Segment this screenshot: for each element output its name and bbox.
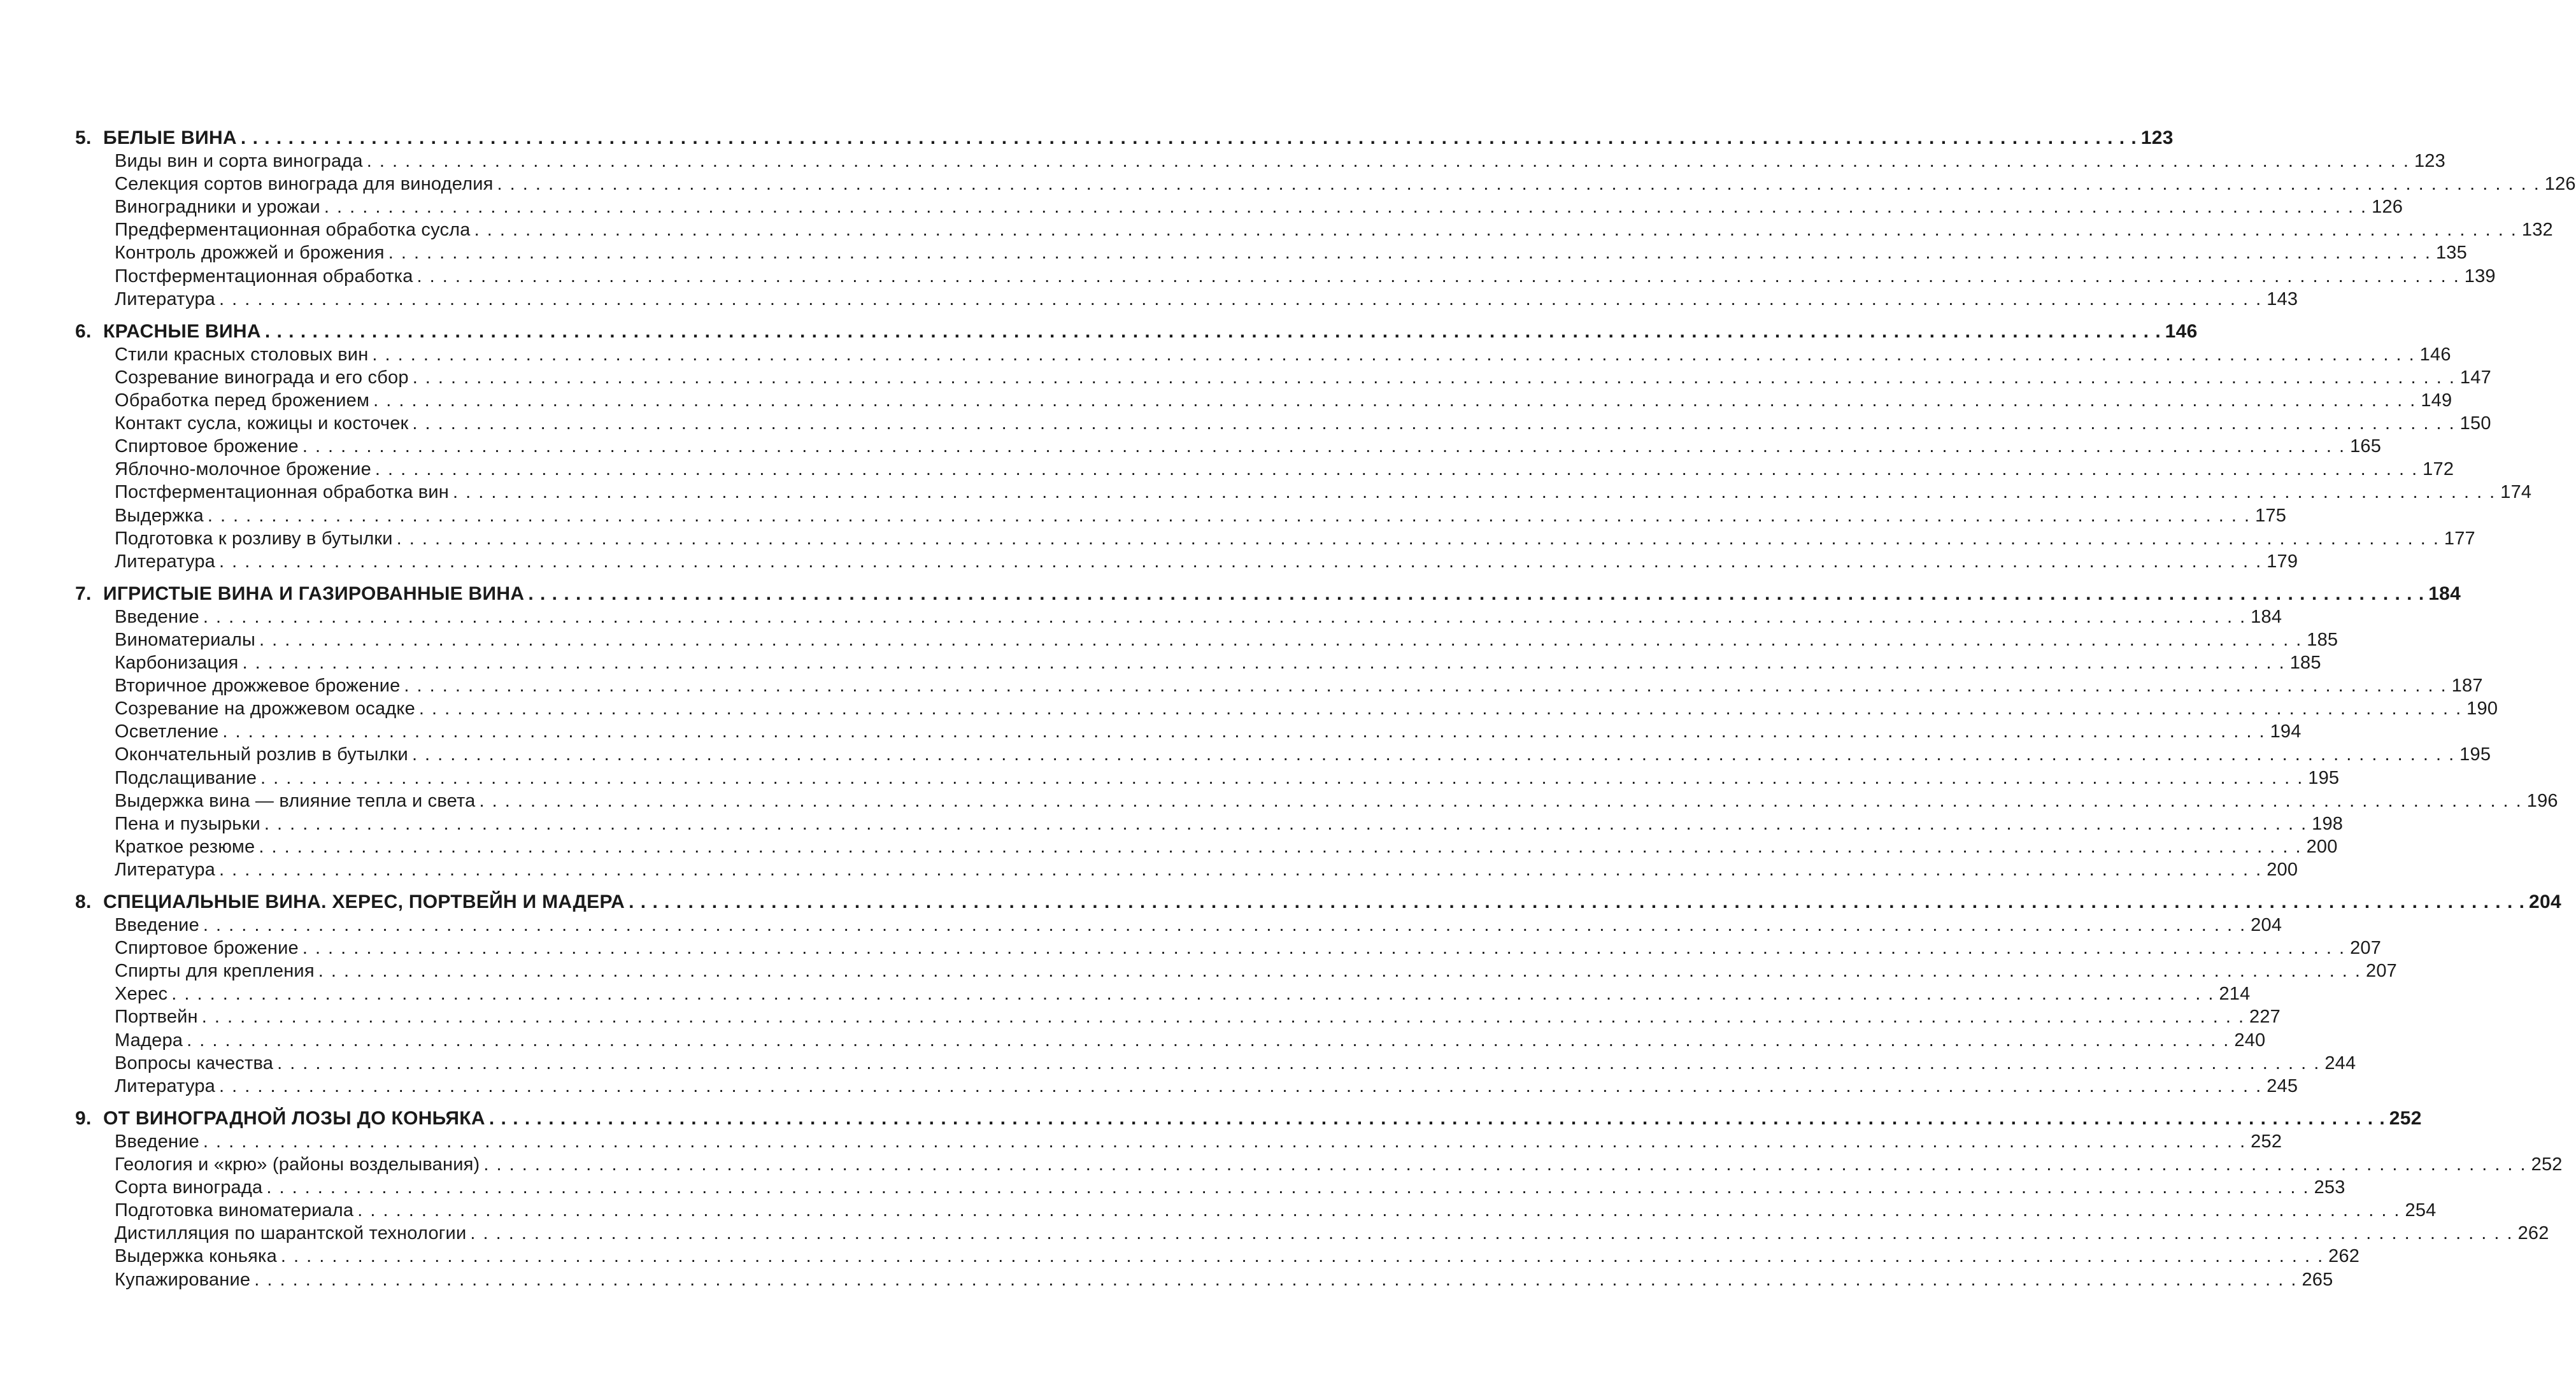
entry-title: Стили красных столовых вин [115,344,369,365]
entry-title: Выдержка [115,505,204,526]
chapter-title: БЕЛЫЕ ВИНА [103,127,237,148]
dot-leader: . . . . . . . . . . . . . . . . . . . . . . . . . . . . . . . . . . . . . . . . . . . . . . . . . . . . . . . . . . . . . . . . . . . . . . . . . . . . . . . . . . . . . . . . . . . . . . . . . . . . . . . . . . . . . . . . . . . . . . . . . . . . . . . . . . . . . . . . . . . . . . . . . . . . . . . . . . . . . . . . [203,606,2247,627]
entry-page-number: 262 [2517,1223,2549,1244]
dot-leader: . . . . . . . . . . . . . . . . . . . . . . . . . . . . . . . . . . . . . . . . . . . . . . . . . . . . . . . . . . . . . . . . . . . . . . . . . . . . . . . . . . . . . . . . . . . . . . . . . . . . . . . . . . . . . . . . . . . . . . . . . . . . . . . . . . . . . . . . . . . . . . . . . . . . . . . . . . . . . . . . [416,266,2460,287]
entry-title: Спирты для крепления [115,961,315,982]
toc-chapter [75,320,2532,573]
dot-leader: . . . . . . . . . . . . . . . . . . . . . . . . . . . . . . . . . . . . . . . . . . . . . . . . . . . . . . . . . . . . . . . . . . . . . . . . . . . . . . . . . . . . . . . . . . . . . . . . . . . . . . . . . . . . . . . . . . . . . . . . . . . . . . . . . . . . . . . . . . . . . . . . . . . . . . . . . . . . . . . . [418,698,2463,719]
entry-title: Спиртовое брожение [115,938,299,959]
entry-title: Постферментационная обработка вин [115,482,450,503]
entry-page-number: 126 [2372,197,2403,218]
toc-entry[interactable] [75,790,2558,812]
dot-leader: . . . . . . . . . . . . . . . . . . . . . . . . . . . . . . . . . . . . . . . . . . . . . . . . . . . . . . . . . . . . . . . . . . . . . . . . . . . . . . . . . . . . . . . . . . . . . . . . . . . . . . . . . . . . . . . . . . . . . . . . . . . . . . . . . . . . . . . . . . . . . . . . . . . . . . . . . . . . . . . . [497,174,2540,195]
toc-entry[interactable] [75,343,2451,366]
entry-page-number: 135 [2435,243,2467,264]
entry-page-number: 147 [2459,367,2491,388]
toc-entry[interactable] [75,150,2445,173]
dot-leader: . . . . . . . . . . . . . . . . . . . . . . . . . . . . . . . . . . . . . . . . . . . . . . . . . . . . . . . . . . . . . . . . . . . . . . . . . . . . . . . . . . . . . . . . . . . . . . . . . . . . . . . . . . . . . . . . . . . . . . . . . . . . . . . . . . . . . . . . . . . . . . . . . . . . . . . . . . . . . . . . [373,390,2417,411]
dot-leader: . . . . . . . . . . . . . . . . . . . . . . . . . . . . . . . . . . . . . . . . . . . . . . . . . . . . . . . . . . . . . . . . . . . . . . . . . . . . . . . . . . . . . . . . . . . . . . . . . . . . . . . . . . . . . . . . . . . . . . . . . . . . . . . . . . . . . . . . . . . . . . . . . . . . . . . . . . . . . . . . [357,1200,2401,1221]
chapter-page-number: 252 [2389,1107,2422,1129]
entry-title: Выдержка вина — влияние тепла и света [115,790,476,811]
toc-chapter [75,127,2576,311]
entry-title: Созревание винограда и его сбор [115,367,409,388]
entry-page-number: 184 [2251,606,2282,627]
entry-title: Введение [115,1131,199,1152]
dot-leader: . . . . . . . . . . . . . . . . . . . . . . . . . . . . . . . . . . . . . . . . . . . . . . . . . . . . . . . . . . . . . . . . . . . . . . . . . . . . . . . . . . . . . . . . . . . . . . . . . . . . . . . . . . . . . . . . . . . . . . . . . . . . . . . . . . . . . . . . . . . . . . . . . . . . . . . . . . . . . . . . [187,1030,2230,1051]
entry-title: Литература [115,288,215,309]
toc-entry[interactable] [75,1075,2298,1098]
toc-entry[interactable] [75,1153,2563,1176]
toc-entry[interactable] [75,835,2338,858]
entry-title: Вторичное дрожжевое брожение [115,676,401,697]
dot-leader: . . . . . . . . . . . . . . . . . . . . . . . . . . . . . . . . . . . . . . . . . . . . . . . . . . . . . . . . . . . . . . . . . . . . . . . . . . . . . . . . . . . . . . . . . . . . . . . . . . . . . . . . . . . . . . . . . . . . . . . . . . . . . . . . . . . . . . . . . . . . . . . . . . . . . . . . . . . . . . . . [366,151,2410,172]
entry-title: Обработка перед брожением [115,390,370,411]
toc-entry[interactable] [75,458,2454,481]
entry-page-number: 123 [2414,151,2445,172]
dot-leader: . . . . . . . . . . . . . . . . . . . . . . . . . . . . . . . . . . . . . . . . . . . . . . . . . . . . . . . . . . . . . . . . . . . . . . . . . . . . . . . . . . . . . . . . . . . . . . . . . . . . . . . . . . . . . . . . . . . . . . . . . . . . . . . . . . . . . . . . . . . . . . . . . . . . . . . . . . . . . . . . [474,220,2517,241]
dot-leader: . . . . . . . . . . . . . . . . . . . . . . . . . . . . . . . . . . . . . . . . . . . . . . . . . . . . . . . . . . . . . . . . . . . . . . . . . . . . . . . . . . . . . . . . . . . . . . . . . . . . . . . . . . . . . . . . . . . . . . . . . . . . . . . . . . . . . . . . . . . . . . . . . . . . . . . . . . . . . . . . [207,505,2251,526]
entry-title: Контакт сусла, кожицы и косточек [115,413,409,434]
dot-leader: . . . . . . . . . . . . . . . . . . . . . . . . . . . . . . . . . . . . . . . . . . . . . . . . . . . . . . . . . . . . . . . . . . . . . . . . . . . . . . . . . . . . . . . . . . . . . . . . . . . . . . . . . . . . . . . . . . . . . . . . . . . . . . . . . . . . . . . . . . . . . . . . . . . . . . . . . . . . . . . . [201,1007,2245,1028]
entry-title: Введение [115,606,199,627]
toc-entry[interactable] [75,435,2382,458]
entry-title: Купажирование [115,1269,251,1290]
entry-page-number: 139 [2464,266,2496,287]
dot-leader: . . . . . . . . . . . . . . . . . . . . . . . . . . . . . . . . . . . . . . . . . . . . . . . . . . . . . . . . . . . . . . . . . . . . . . . . . . . . . . . . . . . . . . . . . . . . . . . . . . . . . . . . . . . . . . . . . . . . . . . . . . . . . . . . . . . . . . . . . . . . . . . . . . . . . . . . . . . . . . . . [222,721,2266,742]
entry-title: Контроль дрожжей и брожения [115,243,385,264]
entry-page-number: 179 [2266,551,2298,572]
chapter-number: 9. [75,1107,92,1129]
entry-page-number: 165 [2350,436,2382,457]
dot-leader: . . . . . . . . . . . . . . . . . . . . . . . . . . . . . . . . . . . . . . . . . . . . . . . . . . . . . . . . . . . . . . . . . . . . . . . . . . . . . . . . . . . . . . . . . . . . . . . . . . . . . . . . . . . . . . . . . . . . . . . . . . . . . . . . . . . . . . . . . . . . . . . . . . . . . . . . . . . . . . . . [277,1052,2321,1073]
entry-title: Спиртовое брожение [115,436,299,457]
toc-entry[interactable] [75,651,2321,674]
dot-leader: . . . . . . . . . . . . . . . . . . . . . . . . . . . . . . . . . . . . . . . . . . . . . . . . . . . . . . . . . . . . . . . . . . . . . . . . . . . . . . . . . . . . . . . . . . . . . . . . . . . . . . . . . . . . . . . . . . . . . . . . . . . . . . . . . . . . . . . . . . . . . . . . . . . . . . . . . . . . . . . . [488,1107,2386,1129]
entry-page-number: 252 [2251,1131,2282,1152]
toc-entry[interactable] [75,265,2496,288]
entry-title: Подслащивание [115,767,257,788]
toc-entry[interactable] [75,743,2491,766]
toc-entry[interactable] [75,1268,2333,1291]
dot-leader: . . . . . . . . . . . . . . . . . . . . . . . . . . . . . . . . . . . . . . . . . . . . . . . . . . . . . . . . . . . . . . . . . . . . . . . . . . . . . . . . . . . . . . . . . . . . . . . . . . . . . . . . . . . . . . . . . . . . . . . . . . . . . . . . . . . . . . . . . . . . . . . . . . . . . . . . . . . . . . . . [412,367,2456,388]
toc-entry[interactable] [75,812,2344,835]
entry-page-number: 185 [2289,653,2321,674]
toc-entry[interactable] [75,628,2338,651]
entry-page-number: 190 [2466,698,2498,719]
dot-leader: . . . . . . . . . . . . . . . . . . . . . . . . . . . . . . . . . . . . . . . . . . . . . . . . . . . . . . . . . . . . . . . . . . . . . . . . . . . . . . . . . . . . . . . . . . . . . . . . . . . . . . . . . . . . . . . . . . . . . . . . . . . . . . . . . . . . . . . . . . . . . . . . . . . . . . . . . . . . . . . . [218,551,2263,572]
chapter-number: 5. [75,127,92,148]
entry-page-number: 175 [2255,505,2287,526]
entry-page-number: 195 [2459,744,2491,765]
toc-entry[interactable] [75,241,2467,264]
toc-entry[interactable] [75,1029,2266,1052]
toc-entry[interactable] [75,767,2340,790]
entry-title: Херес [115,984,168,1005]
entry-title: Созревание на дрожжевом осадке [115,698,415,719]
chapter-heading[interactable] [75,891,2561,914]
entry-page-number: 265 [2302,1269,2333,1290]
chapter-heading[interactable] [75,1107,2422,1130]
toc-entry[interactable] [75,858,2298,881]
toc-entry[interactable] [75,960,2397,982]
toc-entry[interactable] [75,412,2491,435]
entry-title: Виды вин и сорта винограда [115,151,363,172]
dot-leader: . . . . . . . . . . . . . . . . . . . . . . . . . . . . . . . . . . . . . . . . . . . . . . . . . . . . . . . . . . . . . . . . . . . . . . . . . . . . . . . . . . . . . . . . . . . . . . . . . . . . . . . . . . . . . . . . . . . . . . . . . . . . . . . . . . . . . . . . . . . . . . . . . . . . . . . . . . . . . . . . [218,859,2263,880]
entry-page-number: 240 [2234,1030,2266,1051]
toc-entry[interactable] [75,218,2553,241]
entry-page-number: 262 [2328,1246,2360,1267]
entry-page-number: 132 [2521,220,2553,241]
toc-entry[interactable] [75,720,2302,743]
dot-leader: . . . . . . . . . . . . . . . . . . . . . . . . . . . . . . . . . . . . . . . . . . . . . . . . . . . . . . . . . . . . . . . . . . . . . . . . . . . . . . . . . . . . . . . . . . . . . . . . . . . . . . . . . . . . . . . . . . . . . . . . . . . . . . . . . . . . . . . . . . . . . . . . . . . . . . . . . . . . . . . . [324,197,2368,218]
entry-title: Литература [115,1075,215,1096]
entry-title: Подготовка к розливу в бутылки [115,528,393,549]
dot-leader: . . . . . . . . . . . . . . . . . . . . . . . . . . . . . . . . . . . . . . . . . . . . . . . . . . . . . . . . . . . . . . . . . . . . . . . . . . . . . . . . . . . . . . . . . . . . . . . . . . . . . . . . . . . . . . . . . . . . . . . . . . . . . . . . . . . . . . . . . . . . . . . . . . . . . . . . . . . . . . . . [412,413,2456,434]
entry-page-number: 252 [2531,1154,2563,1175]
chapter-number: 7. [75,583,92,604]
chapter-number: 8. [75,891,92,912]
toc-entry[interactable] [75,1052,2356,1075]
entry-page-number: 200 [2306,836,2338,857]
chapter-heading[interactable] [75,127,2174,150]
entry-title: Литература [115,859,215,880]
entry-page-number: 244 [2324,1052,2356,1073]
toc-entry[interactable] [75,937,2382,960]
entry-page-number: 196 [2526,790,2558,811]
chapter-heading[interactable] [75,320,2198,343]
chapter-page-number: 184 [2428,583,2461,604]
dot-leader: . . . . . . . . . . . . . . . . . . . . . . . . . . . . . . . . . . . . . . . . . . . . . . . . . . . . . . . . . . . . . . . . . . . . . . . . . . . . . . . . . . . . . . . . . . . . . . . . . . . . . . . . . . . . . . . . . . . . . . . . . . . . . . . . . . . . . . . . . . . . . . . . . . . . . . . . . . . . . . . . [264,320,2161,342]
dot-leader: . . . . . . . . . . . . . . . . . . . . . . . . . . . . . . . . . . . . . . . . . . . . . . . . . . . . . . . . . . . . . . . . . . . . . . . . . . . . . . . . . . . . . . . . . . . . . . . . . . . . . . . . . . . . . . . . . . . . . . . . . . . . . . . . . . . . . . . . . . . . . . . . . . . . . . . . . . . . . . . . [388,243,2431,264]
entry-title: Геология и «крю» (районы возделывания) [115,1154,480,1175]
toc-entry[interactable] [75,550,2298,573]
dot-leader: . . . . . . . . . . . . . . . . . . . . . . . . . . . . . . . . . . . . . . . . . . . . . . . . . . . . . . . . . . . . . . . . . . . . . . . . . . . . . . . . . . . . . . . . . . . . . . . . . . . . . . . . . . . . . . . . . . . . . . . . . . . . . . . . . . . . . . . . . . . . . . . . . . . . . . . . . . . . . . . . [218,1075,2263,1096]
toc-entry[interactable] [75,1222,2549,1245]
dot-leader: . . . . . . . . . . . . . . . . . . . . . . . . . . . . . . . . . . . . . . . . . . . . . . . . . . . . . . . . . . . . . . . . . . . . . . . . . . . . . . . . . . . . . . . . . . . . . . . . . . . . . . . . . . . . . . . . . . . . . . . . . . . . . . . . . . . . . . . . . . . . . . . . . . . . . . . . . . . . . . . . [203,915,2247,936]
toc-entry[interactable] [75,1005,2281,1028]
dot-leader: . . . . . . . . . . . . . . . . . . . . . . . . . . . . . . . . . . . . . . . . . . . . . . . . . . . . . . . . . . . . . . . . . . . . . . . . . . . . . . . . . . . . . . . . . . . . . . . . . . . . . . . . . . . . . . . . . . . . . . . . . . . . . . . . . . . . . . . . . . . . . . . . . . . . . . . . . . . . . . . . [260,767,2304,788]
entry-page-number: 146 [2419,344,2451,365]
dot-leader: . . . . . . . . . . . . . . . . . . . . . . . . . . . . . . . . . . . . . . . . . . . . . . . . . . . . . . . . . . . . . . . . . . . . . . . . . . . . . . . . . . . . . . . . . . . . . . . . . . . . . . . . . . . . . . . . . . . . . . . . . . . . . . . . . . . . . . . . . . . . . . . . . . . . . . . . . . . . . . . . [302,938,2346,959]
table-of-contents [75,127,2576,1301]
dot-leader: . . . . . . . . . . . . . . . . . . . . . . . . . . . . . . . . . . . . . . . . . . . . . . . . . . . . . . . . . . . . . . . . . . . . . . . . . . . . . . . . . . . . . . . . . . . . . . . . . . . . . . . . . . . . . . . . . . . . . . . . . . . . . . . . . . . . . . . . . . . . . . . . . . . . . . . . . . . . . . . . [259,629,2303,650]
toc-entry[interactable] [75,481,2532,504]
chapter-page-number: 204 [2528,891,2561,912]
toc-entry[interactable] [75,982,2251,1005]
toc-chapter [75,1107,2563,1291]
toc-entry[interactable] [75,1176,2345,1199]
toc-entry[interactable] [75,504,2287,527]
entry-title: Предферментационная обработка сусла [115,220,471,241]
entry-page-number: 207 [2350,938,2382,959]
dot-leader: . . . . . . . . . . . . . . . . . . . . . . . . . . . . . . . . . . . . . . . . . . . . . . . . . . . . . . . . . . . . . . . . . . . . . . . . . . . . . . . . . . . . . . . . . . . . . . . . . . . . . . . . . . . . . . . . . . . . . . . . . . . . . . . . . . . . . . . . . . . . . . . . . . . . . . . . . . . . . . . . [470,1223,2514,1244]
entry-page-number: 143 [2266,288,2298,309]
dot-leader: . . . . . . . . . . . . . . . . . . . . . . . . . . . . . . . . . . . . . . . . . . . . . . . . . . . . . . . . . . . . . . . . . . . . . . . . . . . . . . . . . . . . . . . . . . . . . . . . . . . . . . . . . . . . . . . . . . . . . . . . . . . . . . . . . . . . . . . . . . . . . . . . . . . . . . . . . . . . . . . . [483,1154,2527,1175]
entry-page-number: 126 [2544,174,2576,195]
entry-page-number: 253 [2314,1177,2345,1198]
entry-page-number: 198 [2312,813,2344,834]
entry-page-number: 254 [2405,1200,2437,1221]
chapter-title: ОТ ВИНОГРАДНОЙ ЛОЗЫ ДО КОНЬЯКА [103,1107,485,1129]
entry-title: Яблочно-молочное брожение [115,459,371,480]
entry-title: Выдержка коньяка [115,1246,277,1267]
dot-leader: . . . . . . . . . . . . . . . . . . . . . . . . . . . . . . . . . . . . . . . . . . . . . . . . . . . . . . . . . . . . . . . . . . . . . . . . . . . . . . . . . . . . . . . . . . . . . . . . . . . . . . . . . . . . . . . . . . . . . . . . . . . . . . . . . . . . . . . . . . . . . . . . . . . . . . . . . . . . . . . . [280,1246,2324,1267]
entry-title: Окончательный розлив в бутылки [115,744,408,765]
entry-title: Виноматериалы [115,629,256,650]
toc-entry[interactable] [75,288,2298,311]
dot-leader: . . . . . . . . . . . . . . . . . . . . . . . . . . . . . . . . . . . . . . . . . . . . . . . . . . . . . . . . . . . . . . . . . . . . . . . . . . . . . . . . . . . . . . . . . . . . . . . . . . . . . . . . . . . . . . . . . . . . . . . . . . . . . . . . . . . . . . . . . . . . . . . . . . . . . . . . . . . . . . . . [404,676,2447,697]
entry-title: Литература [115,551,215,572]
dot-leader: . . . . . . . . . . . . . . . . . . . . . . . . . . . . . . . . . . . . . . . . . . . . . . . . . . . . . . . . . . . . . . . . . . . . . . . . . . . . . . . . . . . . . . . . . . . . . . . . . . . . . . . . . . . . . . . . . . . . . . . . . . . . . . . . . . . . . . . . . . . . . . . . . . . . . . . . . . . . . . . . [259,836,2302,857]
entry-page-number: 194 [2270,721,2302,742]
toc-entry[interactable] [75,389,2452,412]
entry-title: Виноградники и урожаи [115,197,320,218]
entry-page-number: 204 [2251,915,2282,936]
entry-title: Дистилляция по шарантской технологии [115,1223,467,1244]
dot-leader: . . . . . . . . . . . . . . . . . . . . . . . . . . . . . . . . . . . . . . . . . . . . . . . . . . . . . . . . . . . . . . . . . . . . . . . . . . . . . . . . . . . . . . . . . . . . . . . . . . . . . . . . . . . . . . . . . . . . . . . . . . . . . . . . . . . . . . . . . . . . . . . . . . . . . . . . . . . . . . . . [318,961,2361,982]
entry-page-number: 195 [2308,767,2340,788]
toc-entry[interactable] [75,605,2282,628]
toc-entry[interactable] [75,1199,2437,1222]
toc-entry[interactable] [75,697,2498,720]
entry-title: Подготовка виноматериала [115,1200,354,1221]
chapter-page-number: 123 [2140,127,2174,148]
chapter-page-number: 146 [2165,320,2198,342]
entry-page-number: 200 [2266,859,2298,880]
entry-page-number: 207 [2365,961,2397,982]
entry-page-number: 149 [2421,390,2452,411]
toc-entry[interactable] [75,914,2282,937]
entry-page-number: 227 [2249,1007,2281,1028]
dot-leader: . . . . . . . . . . . . . . . . . . . . . . . . . . . . . . . . . . . . . . . . . . . . . . . . . . . . . . . . . . . . . . . . . . . . . . . . . . . . . . . . . . . . . . . . . . . . . . . . . . . . . . . . . . . . . . . . . . . . . . . . . . . . . . . . . . . . . . . . . . . . . . . . . . . . . . . . . . . . . . . . [240,127,2137,148]
dot-leader: . . . . . . . . . . . . . . . . . . . . . . . . . . . . . . . . . . . . . . . . . . . . . . . . . . . . . . . . . . . . . . . . . . . . . . . . . . . . . . . . . . . . . . . . . . . . . . . . . . . . . . . . . . . . . . . . . . . . . . . . . . . . . . . . . . . . . . . . . . . . . . . . . . . . . . . . . . . . . . . . [266,1177,2310,1198]
chapter-title: ИГРИСТЫЕ ВИНА И ГАЗИРОВАННЫЕ ВИНА [103,583,525,604]
entry-page-number: 172 [2423,459,2454,480]
dot-leader: . . . . . . . . . . . . . . . . . . . . . . . . . . . . . . . . . . . . . . . . . . . . . . . . . . . . . . . . . . . . . . . . . . . . . . . . . . . . . . . . . . . . . . . . . . . . . . . . . . . . . . . . . . . . . . . . . . . . . . . . . . . . . . . . . . . . . . . . . . . . . . . . . . . . . . . . . . . . . . . . [453,482,2496,503]
toc-entry[interactable] [75,195,2403,218]
entry-page-number: 150 [2459,413,2491,434]
entry-title: Краткое резюме [115,836,255,857]
toc-entry[interactable] [75,1130,2282,1153]
dot-leader: . . . . . . . . . . . . . . . . . . . . . . . . . . . . . . . . . . . . . . . . . . . . . . . . . . . . . . . . . . . . . . . . . . . . . . . . . . . . . . . . . . . . . . . . . . . . . . . . . . . . . . . . . . . . . . . . . . . . . . . . . . . . . . . . . . . . . . . . . . . . . . . . . . . . . . . . . . . . . . . . [218,288,2263,309]
dot-leader: . . . . . . . . . . . . . . . . . . . . . . . . . . . . . . . . . . . . . . . . . . . . . . . . . . . . . . . . . . . . . . . . . . . . . . . . . . . . . . . . . . . . . . . . . . . . . . . . . . . . . . . . . . . . . . . . . . . . . . . . . . . . . . . . . . . . . . . . . . . . . . . . . . . . . . . . . . . . . . . . [242,653,2286,674]
dot-leader: . . . . . . . . . . . . . . . . . . . . . . . . . . . . . . . . . . . . . . . . . . . . . . . . . . . . . . . . . . . . . . . . . . . . . . . . . . . . . . . . . . . . . . . . . . . . . . . . . . . . . . . . . . . . . . . . . . . . . . . . . . . . . . . . . . . . . . . . . . . . . . . . . . . . . . . . . . . . . . . . [171,984,2215,1005]
entry-title: Введение [115,915,199,936]
dot-leader: . . . . . . . . . . . . . . . . . . . . . . . . . . . . . . . . . . . . . . . . . . . . . . . . . . . . . . . . . . . . . . . . . . . . . . . . . . . . . . . . . . . . . . . . . . . . . . . . . . . . . . . . . . . . . . . . . . . . . . . . . . . . . . . . . . . . . . . . . . . . . . . . . . . . . . . . . . . . . . . . [629,891,2525,912]
entry-page-number: 185 [2307,629,2338,650]
dot-leader: . . . . . . . . . . . . . . . . . . . . . . . . . . . . . . . . . . . . . . . . . . . . . . . . . . . . . . . . . . . . . . . . . . . . . . . . . . . . . . . . . . . . . . . . . . . . . . . . . . . . . . . . . . . . . . . . . . . . . . . . . . . . . . . . . . . . . . . . . . . . . . . . . . . . . . . . . . . . . . . . [528,583,2425,604]
entry-page-number: 174 [2500,482,2532,503]
entry-title: Сорта винограда [115,1177,263,1198]
entry-page-number: 177 [2444,528,2475,549]
entry-title: Постферментационная обработка [115,266,413,287]
toc-entry[interactable] [75,1245,2360,1268]
dot-leader: . . . . . . . . . . . . . . . . . . . . . . . . . . . . . . . . . . . . . . . . . . . . . . . . . . . . . . . . . . . . . . . . . . . . . . . . . . . . . . . . . . . . . . . . . . . . . . . . . . . . . . . . . . . . . . . . . . . . . . . . . . . . . . . . . . . . . . . . . . . . . . . . . . . . . . . . . . . . . . . . [396,528,2440,549]
toc-entry[interactable] [75,366,2491,389]
dot-leader: . . . . . . . . . . . . . . . . . . . . . . . . . . . . . . . . . . . . . . . . . . . . . . . . . . . . . . . . . . . . . . . . . . . . . . . . . . . . . . . . . . . . . . . . . . . . . . . . . . . . . . . . . . . . . . . . . . . . . . . . . . . . . . . . . . . . . . . . . . . . . . . . . . . . . . . . . . . . . . . . [372,344,2416,365]
entry-title: Портвейн [115,1007,198,1028]
chapter-title: КРАСНЫЕ ВИНА [103,320,261,342]
entry-title: Селекция сортов винограда для виноделия [115,174,494,195]
entry-page-number: 245 [2266,1075,2298,1096]
dot-leader: . . . . . . . . . . . . . . . . . . . . . . . . . . . . . . . . . . . . . . . . . . . . . . . . . . . . . . . . . . . . . . . . . . . . . . . . . . . . . . . . . . . . . . . . . . . . . . . . . . . . . . . . . . . . . . . . . . . . . . . . . . . . . . . . . . . . . . . . . . . . . . . . . . . . . . . . . . . . . . . . [374,459,2419,480]
dot-leader: . . . . . . . . . . . . . . . . . . . . . . . . . . . . . . . . . . . . . . . . . . . . . . . . . . . . . . . . . . . . . . . . . . . . . . . . . . . . . . . . . . . . . . . . . . . . . . . . . . . . . . . . . . . . . . . . . . . . . . . . . . . . . . . . . . . . . . . . . . . . . . . . . . . . . . . . . . . . . . . . [264,813,2308,834]
entry-title: Мадера [115,1030,183,1051]
chapter-heading[interactable] [75,583,2461,605]
dot-leader: . . . . . . . . . . . . . . . . . . . . . . . . . . . . . . . . . . . . . . . . . . . . . . . . . . . . . . . . . . . . . . . . . . . . . . . . . . . . . . . . . . . . . . . . . . . . . . . . . . . . . . . . . . . . . . . . . . . . . . . . . . . . . . . . . . . . . . . . . . . . . . . . . . . . . . . . . . . . . . . . [254,1269,2298,1290]
dot-leader: . . . . . . . . . . . . . . . . . . . . . . . . . . . . . . . . . . . . . . . . . . . . . . . . . . . . . . . . . . . . . . . . . . . . . . . . . . . . . . . . . . . . . . . . . . . . . . . . . . . . . . . . . . . . . . . . . . . . . . . . . . . . . . . . . . . . . . . . . . . . . . . . . . . . . . . . . . . . . . . . [203,1131,2247,1152]
toc-entry[interactable] [75,173,2576,195]
entry-title: Пена и пузырьки [115,813,260,834]
dot-leader: . . . . . . . . . . . . . . . . . . . . . . . . . . . . . . . . . . . . . . . . . . . . . . . . . . . . . . . . . . . . . . . . . . . . . . . . . . . . . . . . . . . . . . . . . . . . . . . . . . . . . . . . . . . . . . . . . . . . . . . . . . . . . . . . . . . . . . . . . . . . . . . . . . . . . . . . . . . . . . . . [411,744,2456,765]
entry-page-number: 214 [2219,984,2251,1005]
dot-leader: . . . . . . . . . . . . . . . . . . . . . . . . . . . . . . . . . . . . . . . . . . . . . . . . . . . . . . . . . . . . . . . . . . . . . . . . . . . . . . . . . . . . . . . . . . . . . . . . . . . . . . . . . . . . . . . . . . . . . . . . . . . . . . . . . . . . . . . . . . . . . . . . . . . . . . . . . . . . . . . . [479,790,2523,811]
chapter-title: СПЕЦИАЛЬНЫЕ ВИНА. ХЕРЕС, ПОРТВЕЙН И МАДЕРА [103,891,625,912]
toc-chapter [75,583,2558,881]
chapter-number: 6. [75,320,92,342]
toc-entry[interactable] [75,674,2483,697]
toc-entry[interactable] [75,527,2475,550]
entry-title: Карбонизация [115,653,239,674]
entry-page-number: 187 [2451,676,2483,697]
entry-title: Осветление [115,721,219,742]
dot-leader: . . . . . . . . . . . . . . . . . . . . . . . . . . . . . . . . . . . . . . . . . . . . . . . . . . . . . . . . . . . . . . . . . . . . . . . . . . . . . . . . . . . . . . . . . . . . . . . . . . . . . . . . . . . . . . . . . . . . . . . . . . . . . . . . . . . . . . . . . . . . . . . . . . . . . . . . . . . . . . . . [302,436,2346,457]
toc-chapter [75,891,2561,1098]
entry-title: Вопросы качества [115,1052,274,1073]
